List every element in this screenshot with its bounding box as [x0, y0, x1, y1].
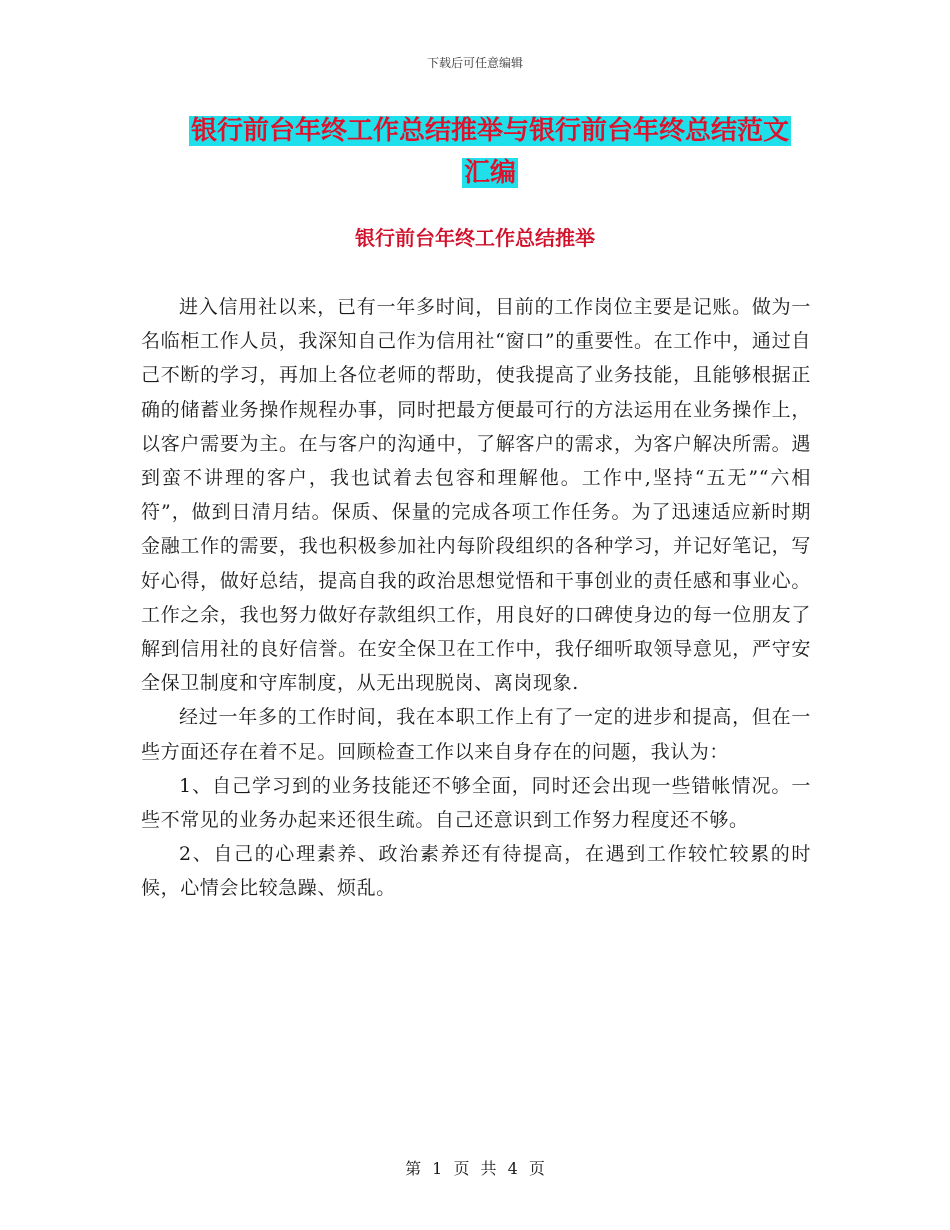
page-number: 第 1 页 共 4 页 — [405, 1159, 545, 1178]
document-title — [150, 110, 830, 194]
body-text — [141, 290, 811, 906]
paragraph: 1、自己学习到的业务技能还不够全面，同时还会出现一些错帐情况。一些不常见的业务办起来还很生疏。自己还意识到工作努力程度还不够。 — [141, 774, 811, 832]
paragraph: 经过一年多的工作时间，我在本职工作上有了一定的进步和提高，但在一些方面还存在着不足。回顾检查工作以来自身存在的问题，我认为： — [141, 706, 811, 763]
header-note: 下载后可任意编辑 — [426, 56, 523, 70]
section-title: 银行前台年终工作总结推举 — [355, 226, 595, 250]
paragraph: 进入信用社以来，已有一年多时间，目前的工作岗位主要是记账。做为一名临柜工作人员，我深知自己作为信用社“窗口”的重要性。在工作中，通过自己不断的学习，再加上各位老师的帮助，使我提高了业务技能，且能够根据正确的储蓄业务操作规程办事，同时把最方便最可行的方法运用在业务操作上，以客户需要为主。在与客户的沟通中，了解客户的需求，为客户解决所需。遇到蛮不讲理的客户，我也试着去包容和理解他。工作中,坚持“五无”“六相符”，做到日清月结。保质、保量的完成各项工作任务。为了迅速适应新时期金融工作的需要，我也积极参加社内每阶段组织的各种学习，并记好笔记，写好心得，做好总结，提高自我的政治思想觉悟和干事创业的责任感和事业心。工作之余，我也努力做好存款组织工作，用良好的口碑使身边的每一位朋友了解到信用社的良好信誉。在安全保卫在工作中，我仔细听取领导意见，严守安全保卫制度和守库制度，从无出现脱岗、离岗现象. — [141, 296, 811, 695]
title-line-1: 银行前台年终工作总结推举与银行前台年终总结范文 — [190, 116, 789, 146]
paragraph: 2、自己的心理素养、政治素养还有待提高，在遇到工作较忙较累的时候，心情会比较急躁、烦乱。 — [141, 843, 811, 900]
title-line-2: 汇编 — [463, 158, 516, 188]
